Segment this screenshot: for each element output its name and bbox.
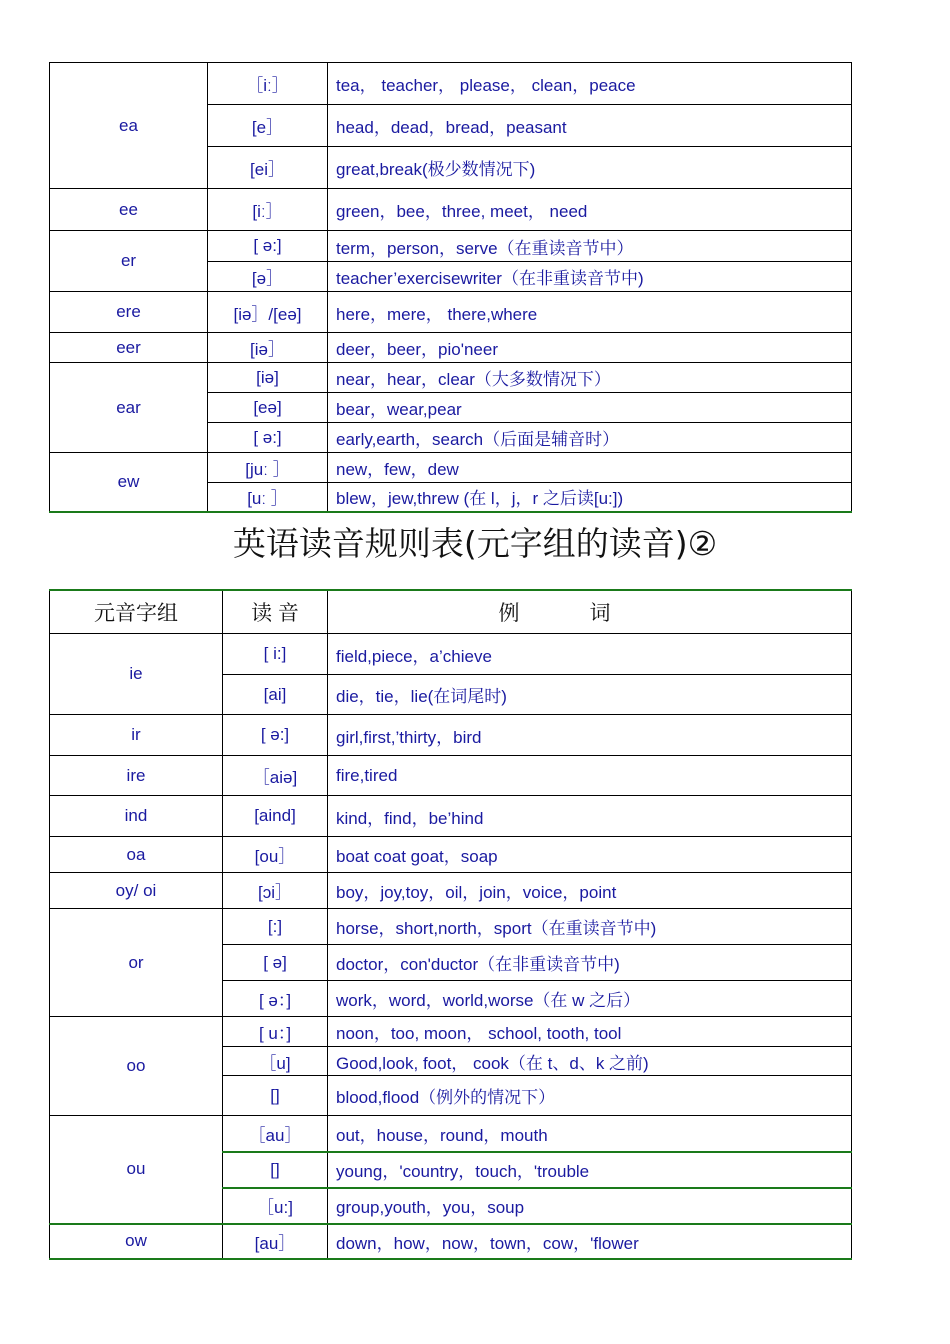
letter-group-cell: ie (50, 634, 223, 715)
examples-cell: here，mere， there,where (328, 292, 852, 333)
examples-cell: doctor，con'ductor（在非重读音节中) (328, 945, 852, 981)
examples-cell: field,piece，a’chieve (328, 634, 852, 675)
examples-cell: term，person，serve（在重读音节中） (328, 231, 852, 262)
pronunciation-cell: [:] (223, 909, 328, 945)
table-row (50, 1017, 852, 1047)
examples-cell: kind，find，be’hind (328, 796, 852, 837)
letter-group-cell: ee (50, 189, 208, 231)
examples-cell: work，word，world,worse（在 w 之后） (328, 981, 852, 1017)
letter-group-cell: ir (50, 715, 223, 756)
examples-cell: head，dead，bread，peasant (328, 105, 852, 147)
examples-cell: die，tie，lie(在词尾时) (328, 675, 852, 715)
examples-cell: deer，beer，pio'neer (328, 333, 852, 363)
table-row (50, 63, 852, 105)
pronunciation-cell: [iə］ (208, 333, 328, 363)
table-row (50, 363, 852, 393)
letter-group-cell: or (50, 909, 223, 1017)
pronunciation-cell: [ i:] (223, 634, 328, 675)
examples-cell: boy，joy,toy，oil，join，voice，point (328, 873, 852, 909)
pronunciation-cell: [ə］ (208, 262, 328, 292)
examples-cell: early,earth，search（后面是辅音时） (328, 423, 852, 453)
pronunciation-cell: ［u:] (223, 1188, 328, 1224)
examples-cell: boat coat goat，soap (328, 837, 852, 873)
letter-group-cell: ow (50, 1224, 223, 1259)
header-examples-label: 例词 (498, 602, 681, 625)
examples-cell: blew，jew,threw (在 l，j，r 之后读[u:]) (328, 483, 852, 512)
table-row (50, 715, 852, 756)
pronunciation-cell: [iə］/[eə] (208, 292, 328, 333)
page-title: 英语读音规则表(元字组的读音)② (232, 524, 718, 563)
table-row (50, 873, 852, 909)
pronunciation-cell: [] (223, 1152, 328, 1188)
pronunciation-cell: [] (223, 1076, 328, 1116)
table-row (50, 231, 852, 262)
table-header-row (50, 590, 852, 634)
examples-cell: great,break(极少数情况下) (328, 147, 852, 189)
letter-group-cell: ire (50, 756, 223, 796)
examples-cell: near，hear，clear（大多数情况下） (328, 363, 852, 393)
examples-cell: out，house，round，mouth (328, 1116, 852, 1152)
pronunciation-cell: [ ə:] (208, 231, 328, 262)
letter-group-cell: oa (50, 837, 223, 873)
pronunciation-cell: [juː ］ (208, 453, 328, 483)
pronunciation-cell: [e］ (208, 105, 328, 147)
table-row (50, 453, 852, 483)
letter-group-cell: ere (50, 292, 208, 333)
letter-group-cell: ea (50, 63, 208, 189)
letter-group-cell: eer (50, 333, 208, 363)
table-row (50, 756, 852, 796)
pronunciation-cell: [ɔi］ (223, 873, 328, 909)
table-row (50, 189, 852, 231)
pronunciation-cell: [au］ (223, 1224, 328, 1259)
vowel-rules-table-2 (49, 589, 852, 1260)
pronunciation-cell: [ ə:] (208, 423, 328, 453)
table-row (50, 1224, 852, 1259)
letter-group-cell: er (50, 231, 208, 292)
vowel-rules-table-1 (49, 62, 852, 513)
letter-group-cell: ear (50, 363, 208, 453)
table-row (50, 909, 852, 945)
letter-group-cell: oo (50, 1017, 223, 1116)
header-letter-group: 元音字组 (50, 590, 223, 634)
pronunciation-cell: [iː］ (208, 189, 328, 231)
pronunciation-cell: [ei］ (208, 147, 328, 189)
examples-cell: new，few，dew (328, 453, 852, 483)
pronunciation-cell: [ ə] (223, 945, 328, 981)
examples-cell: young，'country，touch，'trouble (328, 1152, 852, 1188)
table-row (50, 333, 852, 363)
pronunciation-cell: ［iː］ (208, 63, 328, 105)
table-row (50, 292, 852, 333)
pronunciation-cell: [uː ］ (208, 483, 328, 512)
examples-cell: teacher’exercisewriter（在非重读音节中) (328, 262, 852, 292)
header-pronunciation: 读 音 (223, 590, 328, 634)
table-row (50, 837, 852, 873)
pronunciation-cell: [ ə:] (223, 715, 328, 756)
examples-cell: down，how，now，town，cow，'flower (328, 1224, 852, 1259)
pronunciation-cell: [iə] (208, 363, 328, 393)
examples-cell: noon，too, moon， school, tooth, tool (328, 1017, 852, 1047)
pronunciation-cell: [ou］ (223, 837, 328, 873)
examples-cell: blood,flood（例外的情况下） (328, 1076, 852, 1116)
pronunciation-cell: [eə] (208, 393, 328, 423)
examples-cell: group,youth，you，soup (328, 1188, 852, 1224)
pronunciation-cell: [aind] (223, 796, 328, 837)
examples-cell: girl,first,’thirty，bird (328, 715, 852, 756)
examples-cell: tea， teacher， please， clean，peace (328, 63, 852, 105)
header-examples (328, 590, 852, 634)
letter-group-cell: ou (50, 1116, 223, 1224)
examples-cell: horse，short,north，sport（在重读音节中) (328, 909, 852, 945)
examples-cell: fire,tired (328, 756, 852, 796)
pronunciation-cell: [ ə：] (223, 981, 328, 1017)
letter-group-cell: ind (50, 796, 223, 837)
examples-cell: bear，wear,pear (328, 393, 852, 423)
pronunciation-cell: ［aiə] (223, 756, 328, 796)
table-row (50, 796, 852, 837)
pronunciation-cell: ［u] (223, 1047, 328, 1076)
letter-group-cell: ew (50, 453, 208, 512)
letter-group-cell: oy/ oi (50, 873, 223, 909)
table-row (50, 634, 852, 675)
pronunciation-cell: [ai] (223, 675, 328, 715)
examples-cell: Good,look, foot， cook（在 t、d、k 之前) (328, 1047, 852, 1076)
pronunciation-cell: ［au］ (223, 1116, 328, 1152)
table-row (50, 1116, 852, 1152)
pronunciation-cell: [ u：] (223, 1017, 328, 1047)
examples-cell: green，bee，three, meet， need (328, 189, 852, 231)
